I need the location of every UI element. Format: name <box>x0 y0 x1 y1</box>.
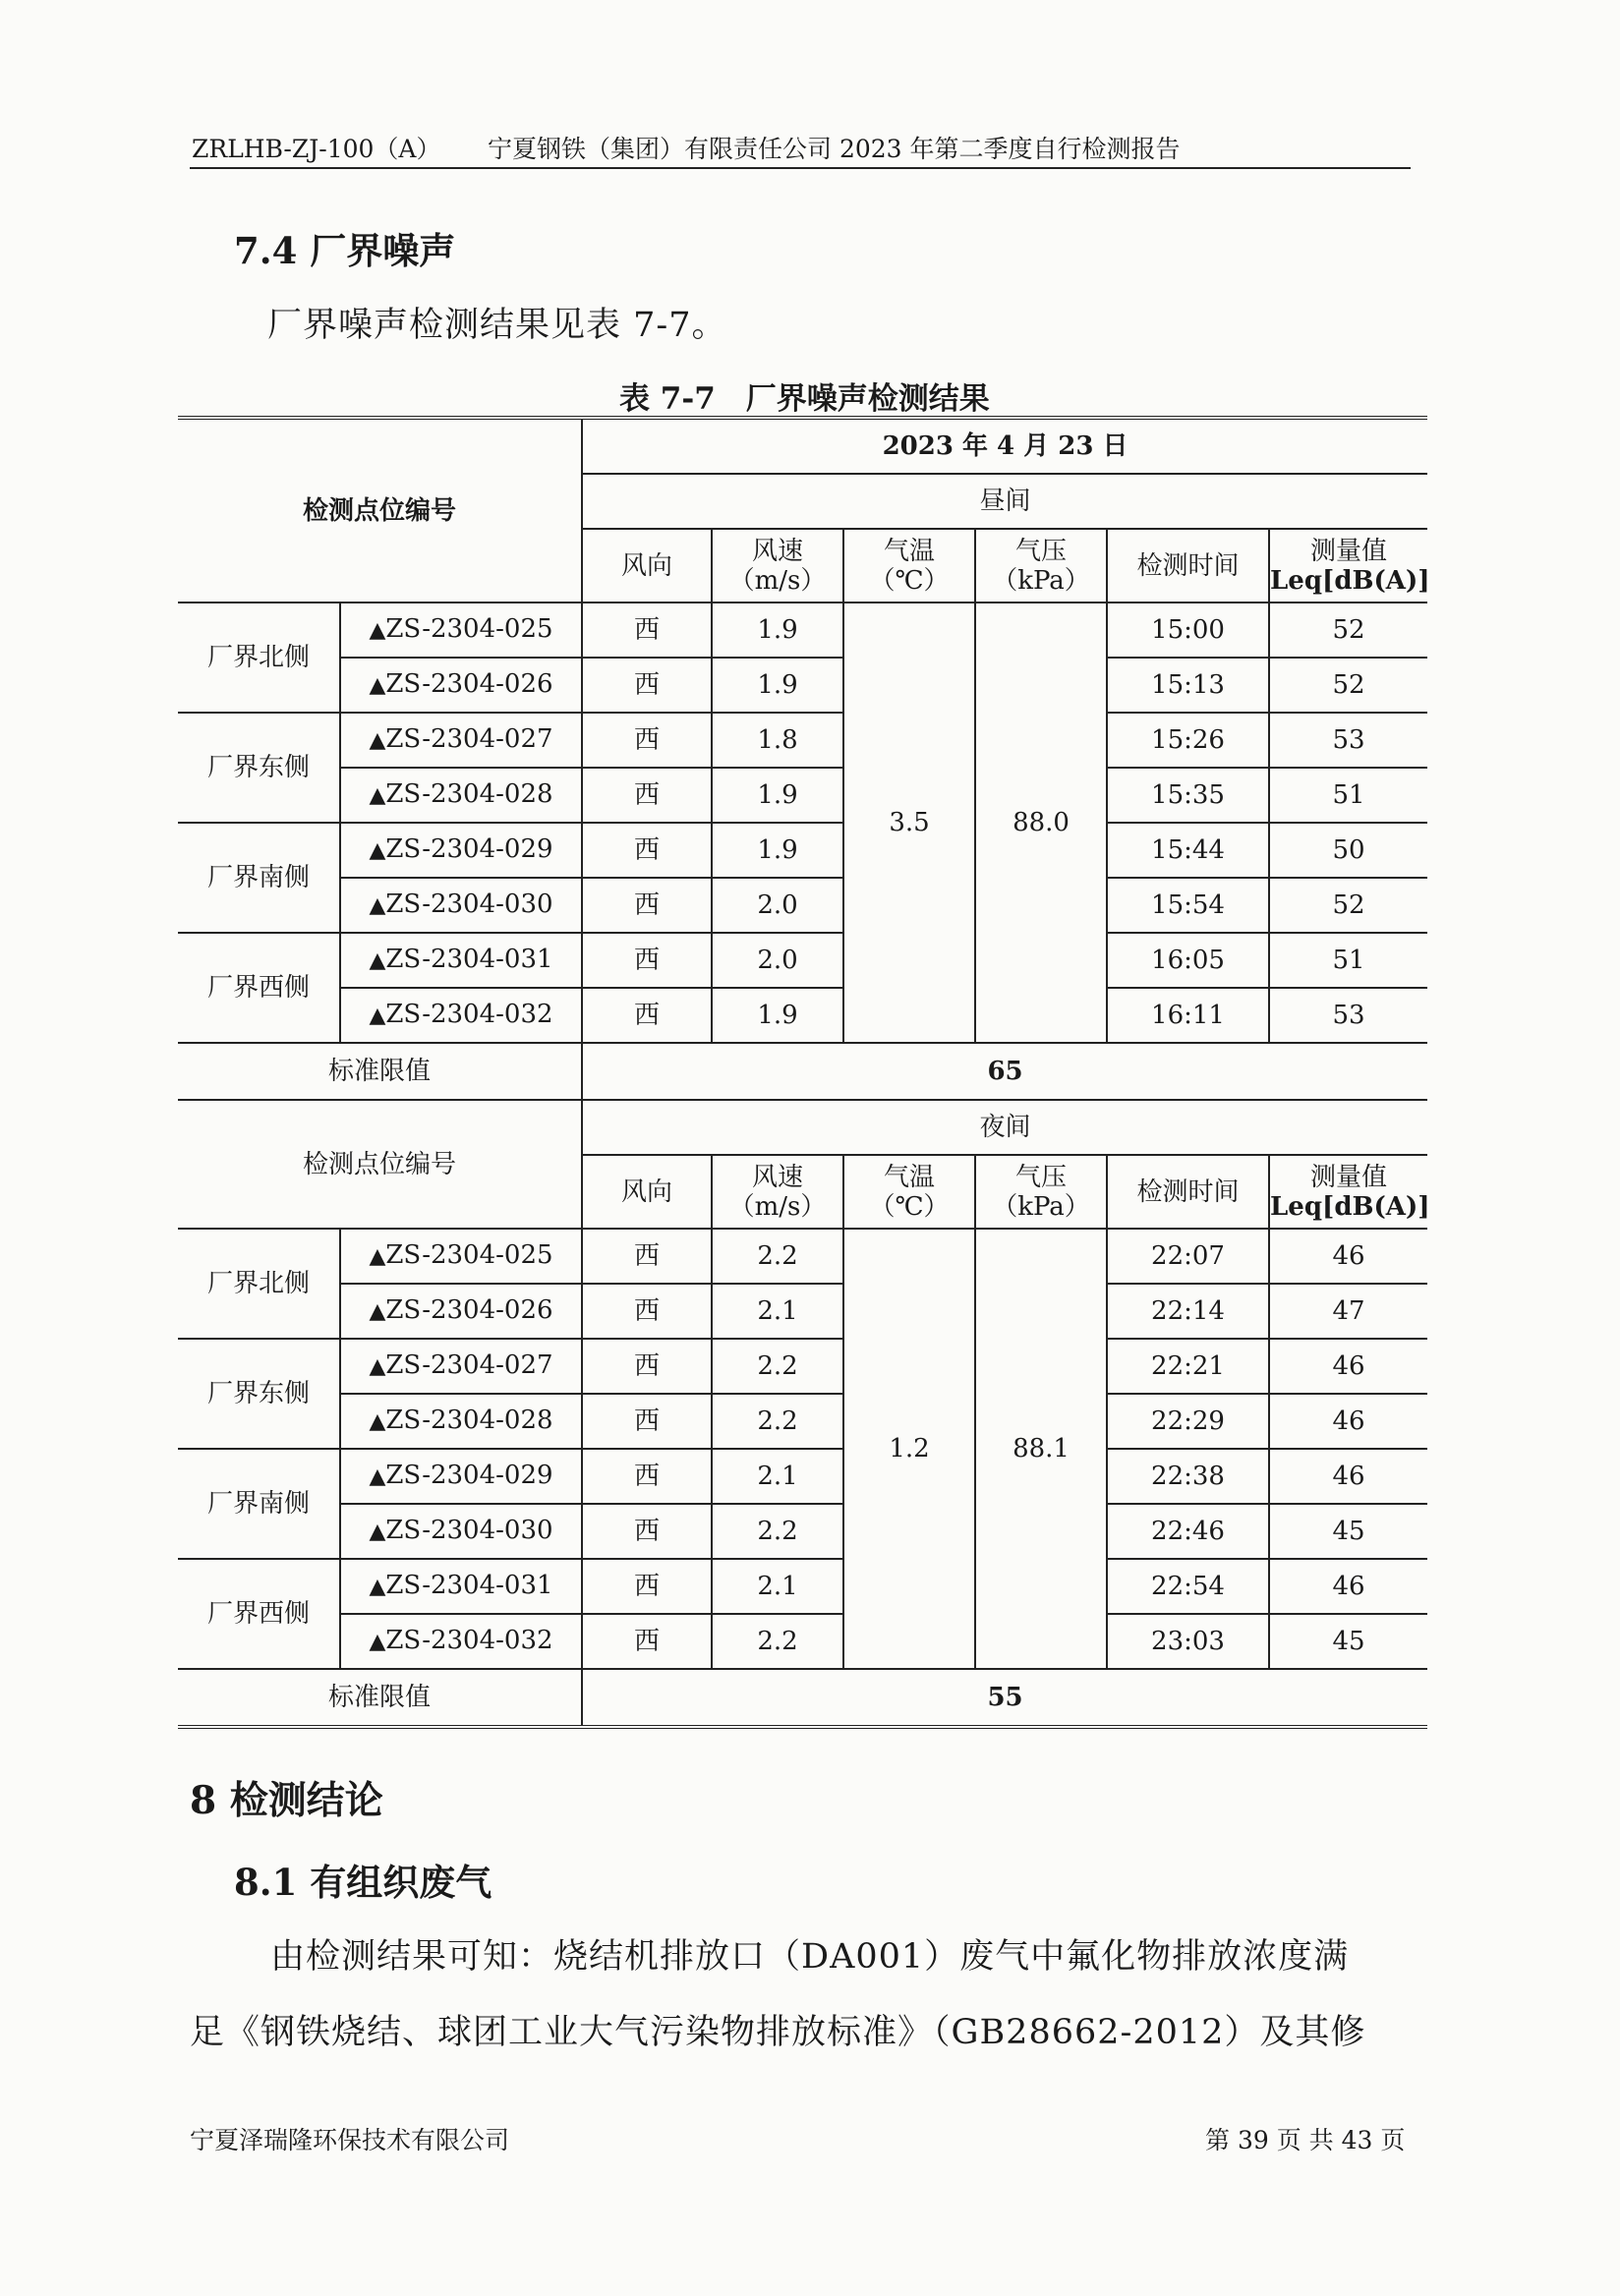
wind-speed: 2.1 <box>712 1284 843 1339</box>
point-id <box>340 1394 582 1449</box>
col-test-time: 检测时间 <box>1107 529 1269 603</box>
triangle-marker-icon: ▲ <box>369 1299 386 1324</box>
wind-speed: 2.0 <box>712 933 843 988</box>
col-wind-speed-unit: （m/s） <box>728 565 827 596</box>
triangle-marker-icon: ▲ <box>369 673 386 698</box>
table-row <box>178 1284 1427 1339</box>
point-id-text: ZS-2304-030 <box>385 890 553 919</box>
boundary-side: 厂界西侧 <box>178 933 340 1043</box>
point-id-header: 检测点位编号 <box>178 418 582 603</box>
triangle-marker-icon: ▲ <box>369 1409 386 1434</box>
col-wind-direction: 风向 <box>582 529 712 603</box>
date-header: 2023 年 4 月 23 日 <box>582 418 1427 474</box>
point-id <box>340 1229 582 1284</box>
boundary-side: 厂界东侧 <box>178 713 340 823</box>
wind-speed: 2.2 <box>712 1229 843 1284</box>
test-time: 22:21 <box>1107 1339 1269 1394</box>
table-row <box>178 1504 1427 1559</box>
wind-speed: 2.2 <box>712 1394 843 1449</box>
col-temperature <box>843 1155 975 1229</box>
wind-speed: 1.8 <box>712 713 843 768</box>
col-wind-speed <box>712 1155 843 1229</box>
point-id-text: ZS-2304-030 <box>385 1516 553 1545</box>
point-id <box>340 713 582 768</box>
triangle-marker-icon: ▲ <box>369 838 386 863</box>
col-test-time: 检测时间 <box>1107 1155 1269 1229</box>
point-id <box>340 1559 582 1614</box>
wind-direction: 西 <box>582 768 712 823</box>
header-doc-code: ZRLHB-ZJ-100（A） <box>192 135 441 163</box>
test-time: 15:00 <box>1107 603 1269 658</box>
noise-table-wrapper <box>178 416 1430 1729</box>
point-id-text: ZS-2304-027 <box>385 724 553 754</box>
triangle-marker-icon: ▲ <box>369 893 386 918</box>
point-id <box>340 823 582 878</box>
point-id-text: ZS-2304-029 <box>385 1461 553 1490</box>
test-time: 22:46 <box>1107 1504 1269 1559</box>
col-measured-value <box>1269 529 1430 603</box>
wind-direction: 西 <box>582 1339 712 1394</box>
section-7-4-heading: 7.4 厂界噪声 <box>234 229 456 272</box>
table-row <box>178 988 1427 1043</box>
triangle-marker-icon: ▲ <box>369 948 386 973</box>
triangle-marker-icon: ▲ <box>369 1520 386 1544</box>
table-row <box>178 1229 1427 1284</box>
measured-value: 50 <box>1269 823 1427 878</box>
noise-table-body <box>178 418 1430 1727</box>
point-id-text: ZS-2304-028 <box>385 1406 553 1435</box>
col-wind-speed-label: 风速 <box>752 1162 804 1192</box>
wind-direction: 西 <box>582 1394 712 1449</box>
triangle-marker-icon: ▲ <box>369 618 386 643</box>
measured-value: 46 <box>1269 1229 1427 1284</box>
col-measured-value-unit: Leq[dB(A)] <box>1270 1191 1430 1222</box>
col-measured-value-unit: Leq[dB(A)] <box>1270 565 1430 596</box>
section-8-heading: 8 检测结论 <box>190 1778 383 1823</box>
point-id-text: ZS-2304-028 <box>385 779 553 809</box>
test-time: 15:35 <box>1107 768 1269 823</box>
wind-speed: 2.2 <box>712 1339 843 1394</box>
point-id-text: ZS-2304-025 <box>385 614 553 644</box>
measured-value: 52 <box>1269 658 1427 713</box>
measured-value: 47 <box>1269 1284 1427 1339</box>
col-wind-direction: 风向 <box>582 1155 712 1229</box>
measured-value: 46 <box>1269 1449 1427 1504</box>
col-pressure <box>975 1155 1107 1229</box>
pressure: 88.0 <box>975 603 1107 1043</box>
table-row <box>178 1394 1427 1449</box>
table-caption: 表 7-7 厂界噪声检测结果 <box>619 381 990 417</box>
wind-speed: 1.9 <box>712 768 843 823</box>
test-time: 15:54 <box>1107 878 1269 933</box>
col-temperature-unit: （℃） <box>869 565 950 596</box>
col-temperature-label: 气温 <box>884 536 936 566</box>
triangle-marker-icon: ▲ <box>369 728 386 753</box>
standard-limit-label: 标准限值 <box>178 1043 582 1100</box>
triangle-marker-icon: ▲ <box>369 1004 386 1028</box>
wind-speed: 1.9 <box>712 603 843 658</box>
wind-direction: 西 <box>582 1229 712 1284</box>
point-id-text: ZS-2304-031 <box>385 1571 553 1600</box>
point-id <box>340 603 582 658</box>
wind-speed: 2.0 <box>712 878 843 933</box>
triangle-marker-icon: ▲ <box>369 1244 386 1269</box>
triangle-marker-icon: ▲ <box>369 783 386 808</box>
point-id-text: ZS-2304-026 <box>385 669 553 699</box>
point-id-text: ZS-2304-025 <box>385 1240 553 1270</box>
wind-speed: 2.2 <box>712 1504 843 1559</box>
col-pressure-unit: （kPa） <box>992 1191 1090 1222</box>
wind-speed: 2.2 <box>712 1614 843 1669</box>
point-id-text: ZS-2304-026 <box>385 1295 553 1325</box>
header-title: 宁夏钢铁（集团）有限责任公司 2023 年第二季度自行检测报告 <box>488 135 1181 163</box>
measured-value: 53 <box>1269 988 1427 1043</box>
col-measured-value-label: 测量值 <box>1310 536 1388 566</box>
section-7-4-intro: 厂界噪声检测结果见表 7-7。 <box>267 306 727 345</box>
point-id <box>340 1449 582 1504</box>
point-id <box>340 1504 582 1559</box>
standard-limit-value: 65 <box>582 1043 1427 1100</box>
wind-direction: 西 <box>582 658 712 713</box>
col-pressure-label: 气压 <box>1015 1162 1068 1192</box>
table-row <box>178 933 1427 988</box>
test-time: 23:03 <box>1107 1614 1269 1669</box>
boundary-side: 厂界南侧 <box>178 1449 340 1559</box>
wind-direction: 西 <box>582 603 712 658</box>
wind-direction: 西 <box>582 1449 712 1504</box>
col-pressure-unit: （kPa） <box>992 565 1090 596</box>
col-wind-speed-unit: （m/s） <box>728 1191 827 1222</box>
table-row <box>178 713 1427 768</box>
wind-direction: 西 <box>582 713 712 768</box>
point-id <box>340 878 582 933</box>
col-temperature <box>843 529 975 603</box>
temperature: 3.5 <box>843 603 975 1043</box>
boundary-side: 厂界北侧 <box>178 603 340 713</box>
measured-value: 51 <box>1269 933 1427 988</box>
point-id <box>340 658 582 713</box>
wind-direction: 西 <box>582 933 712 988</box>
standard-limit-value: 55 <box>582 1669 1427 1727</box>
conclusion-line-2: 足《钢铁烧结、球团工业大气污染物排放标准》（GB28662-2012）及其修 <box>190 2013 1366 2052</box>
table-row <box>178 823 1427 878</box>
footer-company: 宁夏泽瑞隆环保技术有限公司 <box>190 2126 510 2154</box>
measured-value: 53 <box>1269 713 1427 768</box>
test-time: 16:11 <box>1107 988 1269 1043</box>
point-id <box>340 1339 582 1394</box>
boundary-side: 厂界北侧 <box>178 1229 340 1339</box>
point-id <box>340 1614 582 1669</box>
wind-direction: 西 <box>582 1559 712 1614</box>
boundary-side: 厂界西侧 <box>178 1559 340 1669</box>
table-header-row <box>178 1100 1427 1155</box>
measured-value: 52 <box>1269 878 1427 933</box>
test-time: 22:14 <box>1107 1284 1269 1339</box>
wind-speed: 1.9 <box>712 658 843 713</box>
wind-direction: 西 <box>582 878 712 933</box>
point-id-header: 检测点位编号 <box>178 1100 582 1229</box>
test-time: 22:38 <box>1107 1449 1269 1504</box>
test-time: 22:29 <box>1107 1394 1269 1449</box>
measured-value: 52 <box>1269 603 1427 658</box>
wind-speed: 2.1 <box>712 1449 843 1504</box>
triangle-marker-icon: ▲ <box>369 1630 386 1654</box>
triangle-marker-icon: ▲ <box>369 1575 386 1599</box>
point-id-text: ZS-2304-032 <box>385 1626 553 1655</box>
col-temperature-label: 气温 <box>884 1162 936 1192</box>
boundary-side: 厂界南侧 <box>178 823 340 933</box>
standard-limit-row <box>178 1043 1427 1100</box>
col-pressure-label: 气压 <box>1015 536 1068 566</box>
standard-limit-label: 标准限值 <box>178 1669 582 1727</box>
table-row <box>178 603 1427 658</box>
col-wind-speed-label: 风速 <box>752 536 804 566</box>
test-time: 15:13 <box>1107 658 1269 713</box>
point-id-text: ZS-2304-032 <box>385 1000 553 1029</box>
table-row <box>178 1339 1427 1394</box>
table-row <box>178 1614 1427 1669</box>
footer-page-number: 第 39 页 共 43 页 <box>1205 2126 1406 2154</box>
point-id <box>340 988 582 1043</box>
pressure: 88.1 <box>975 1229 1107 1669</box>
test-time: 15:26 <box>1107 713 1269 768</box>
test-time: 22:07 <box>1107 1229 1269 1284</box>
table-row <box>178 658 1427 713</box>
wind-direction: 西 <box>582 1284 712 1339</box>
point-id <box>340 768 582 823</box>
point-id <box>340 1284 582 1339</box>
boundary-side: 厂界东侧 <box>178 1339 340 1449</box>
table-row <box>178 1449 1427 1504</box>
table-row <box>178 1559 1427 1614</box>
standard-limit-row <box>178 1669 1427 1727</box>
wind-direction: 西 <box>582 1504 712 1559</box>
header-rule <box>190 167 1411 169</box>
triangle-marker-icon: ▲ <box>369 1464 386 1489</box>
wind-speed: 2.1 <box>712 1559 843 1614</box>
measured-value: 45 <box>1269 1614 1427 1669</box>
section-8-1-heading: 8.1 有组织废气 <box>234 1861 492 1904</box>
test-time: 16:05 <box>1107 933 1269 988</box>
period-header-day: 昼间 <box>582 474 1427 529</box>
triangle-marker-icon: ▲ <box>369 1354 386 1379</box>
measured-value: 46 <box>1269 1394 1427 1449</box>
measured-value: 45 <box>1269 1504 1427 1559</box>
col-temperature-unit: （℃） <box>869 1191 950 1222</box>
table-header-row <box>178 418 1427 474</box>
col-measured-value-label: 测量值 <box>1310 1162 1388 1192</box>
point-id <box>340 933 582 988</box>
col-measured-value <box>1269 1155 1430 1229</box>
test-time: 22:54 <box>1107 1559 1269 1614</box>
wind-speed: 1.9 <box>712 988 843 1043</box>
table-row <box>178 878 1427 933</box>
measured-value: 46 <box>1269 1339 1427 1394</box>
point-id-text: ZS-2304-031 <box>385 945 553 974</box>
period-header-night: 夜间 <box>582 1100 1427 1155</box>
measured-value: 51 <box>1269 768 1427 823</box>
conclusion-line-1: 由检测结果可知：烧结机排放口（DA001）废气中氟化物排放浓度满 <box>270 1937 1350 1977</box>
temperature: 1.2 <box>843 1229 975 1669</box>
wind-direction: 西 <box>582 988 712 1043</box>
noise-results-table <box>178 416 1430 1729</box>
point-id-text: ZS-2304-027 <box>385 1350 553 1380</box>
wind-speed: 1.9 <box>712 823 843 878</box>
table-row <box>178 768 1427 823</box>
col-pressure <box>975 529 1107 603</box>
measured-value: 46 <box>1269 1559 1427 1614</box>
test-time: 15:44 <box>1107 823 1269 878</box>
col-wind-speed <box>712 529 843 603</box>
wind-direction: 西 <box>582 823 712 878</box>
point-id-text: ZS-2304-029 <box>385 834 553 864</box>
wind-direction: 西 <box>582 1614 712 1669</box>
